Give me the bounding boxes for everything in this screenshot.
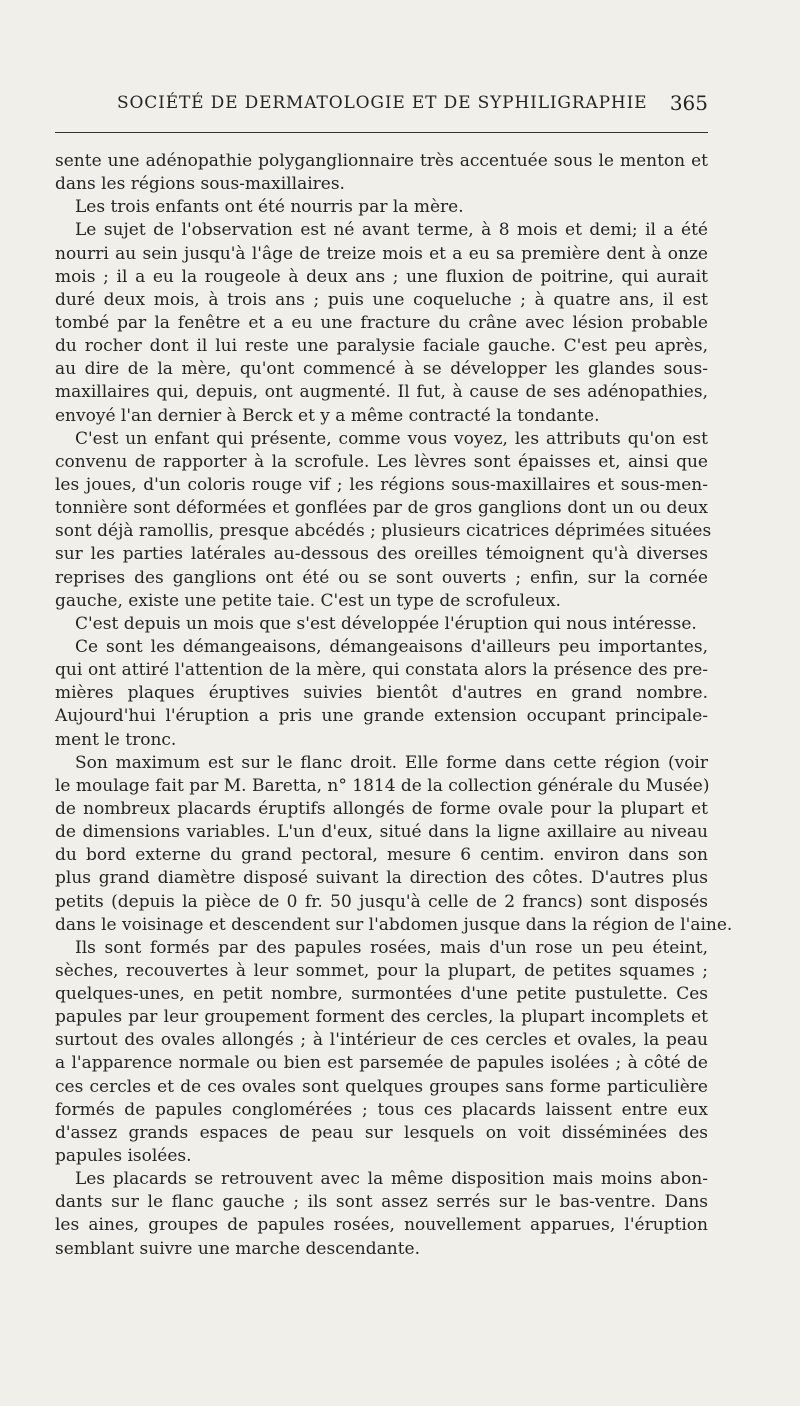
text-line: sur les parties latérales au-dessous des oreilles témoignent qu'à diverses	[55, 544, 708, 565]
text-line: formés de papules conglomérées ; tous ces placards laissent entre eux	[55, 1099, 708, 1120]
text-line: dants sur le flanc gauche ; ils sont assez serrés sur le bas-ventre. Dans	[55, 1192, 708, 1213]
text-line: C'est un enfant qui présente, comme vous voyez, les attributs qu'on est	[75, 428, 708, 449]
header-rule	[55, 132, 708, 133]
text-line: mois ; il a eu la rougeole à deux ans ; une fluxion de poitrine, qui aurait	[55, 266, 708, 287]
text-line: maxillaires qui, depuis, ont augmenté. Il fut, à cause de ses adénopathies,	[55, 382, 708, 403]
text-line: papules par leur groupement forment des cercles, la plupart incomplets et	[55, 1007, 708, 1028]
text-line: papules isolées.	[55, 1146, 192, 1167]
text-line: Son maximum est sur le flanc droit. Elle forme dans cette région (voir	[75, 752, 708, 773]
text-line: les joues, d'un coloris rouge vif ; les régions sous-maxillaires et sous-men-	[55, 474, 708, 495]
page-number: 365	[669, 91, 708, 115]
text-line: ces cercles et de ces ovales sont quelques groupes sans forme particulière	[55, 1076, 708, 1097]
text-line: du bord externe du grand pectoral, mesure 6 centim. environ dans son	[55, 845, 708, 866]
text-line: reprises des ganglions ont été ou se sont ouverts ; enfin, sur la cornée	[55, 567, 708, 588]
text-line: mières plaques éruptives suivies bientôt d'autres en grand nombre.	[55, 683, 708, 704]
text-line: de nombreux placards éruptifs allongés de forme ovale pour la plupart et	[55, 798, 708, 819]
text-line: quelques-unes, en petit nombre, surmontées d'une petite pustulette. Ces	[55, 984, 708, 1005]
text-line: les aines, groupes de papules rosées, nouvellement apparues, l'éruption	[55, 1215, 708, 1236]
text-line: nourri au sein jusqu'à l'âge de treize mois et a eu sa première dent à onze	[55, 243, 708, 264]
text-line: Le sujet de l'observation est né avant terme, à 8 mois et demi; il a été	[75, 220, 708, 241]
text-line: Ils sont formés par des papules rosées, mais d'un rose un peu éteint,	[75, 937, 708, 958]
text-line: qui ont attiré l'attention de la mère, qui constata alors la présence des pre-	[55, 660, 708, 681]
text-line: ment le tronc.	[55, 729, 177, 750]
text-line: dans le voisinage et descendent sur l'abdomen jusque dans la région de l'aine.	[55, 914, 733, 935]
text-line: Les placards se retrouvent avec la même disposition mais moins abon-	[75, 1169, 708, 1190]
text-line: duré deux mois, à trois ans ; puis une coqueluche ; à quatre ans, il est	[55, 289, 708, 310]
text-line: Aujourd'hui l'éruption a pris une grande extension occupant principale-	[55, 706, 708, 727]
text-line: au dire de la mère, qu'ont commencé à se développer les glandes sous-	[55, 359, 708, 380]
text-line: Les trois enfants ont été nourris par la mère.	[75, 197, 464, 218]
text-line: surtout des ovales allongés ; à l'intérieur de ces cercles et ovales, la peau	[55, 1030, 708, 1051]
text-line: sèches, recouvertes à leur sommet, pour la plupart, de petites squames ;	[55, 960, 708, 981]
body-text	[55, 150, 733, 1261]
text-line: semblant suivre une marche descendante.	[55, 1238, 420, 1259]
text-line: sente une adénopathie polyganglionnaire très accentuée sous le menton et	[55, 151, 708, 171]
text-line: a l'apparence normale ou bien est parsemée de papules isolées ; à côté de	[55, 1053, 708, 1074]
text-line: sont déjà ramollis, presque abcédés ; plusieurs cicatrices déprimées situées	[55, 521, 712, 542]
text-line: du rocher dont il lui reste une paralysie faciale gauche. C'est peu après,	[55, 336, 708, 357]
text-line: d'assez grands espaces de peau sur lesquels on voit disséminées des	[55, 1122, 708, 1143]
text-line: plus grand diamètre disposé suivant la direction des côtes. D'autres plus	[55, 868, 708, 889]
text-line: envoyé l'an dernier à Berck et y a même contracté la tondante.	[55, 405, 600, 426]
text-line: gauche, existe une petite taie. C'est un type de scrofuleux.	[55, 590, 561, 611]
text-line: tonnière sont déformées et gonflées par de gros ganglions dont un ou deux	[55, 498, 708, 519]
text-line: tombé par la fenêtre et a eu une fracture du crâne avec lésion probable	[55, 312, 708, 333]
running-header	[55, 93, 708, 123]
text-line: le moulage fait par M. Baretta, n° 1814 de la collection générale du Musée)	[55, 775, 710, 796]
header-title: SOCIÉTÉ DE DERMATOLOGIE ET DE SYPHILIGRAPHIE	[117, 93, 648, 113]
text-line: convenu de rapporter à la scrofule. Les lèvres sont épaisses et, ainsi que	[55, 451, 708, 472]
text-line: C'est depuis un mois que s'est développée l'éruption qui nous intéresse.	[75, 613, 697, 634]
text-line: de dimensions variables. L'un d'eux, situé dans la ligne axillaire au niveau	[55, 822, 708, 843]
text-line: Ce sont les démangeaisons, démangeaisons d'ailleurs peu importantes,	[75, 636, 708, 657]
text-line: dans les régions sous-maxillaires.	[55, 174, 345, 195]
text-line: petits (depuis la pièce de 0 fr. 50 jusqu'à celle de 2 francs) sont disposés	[55, 891, 708, 912]
